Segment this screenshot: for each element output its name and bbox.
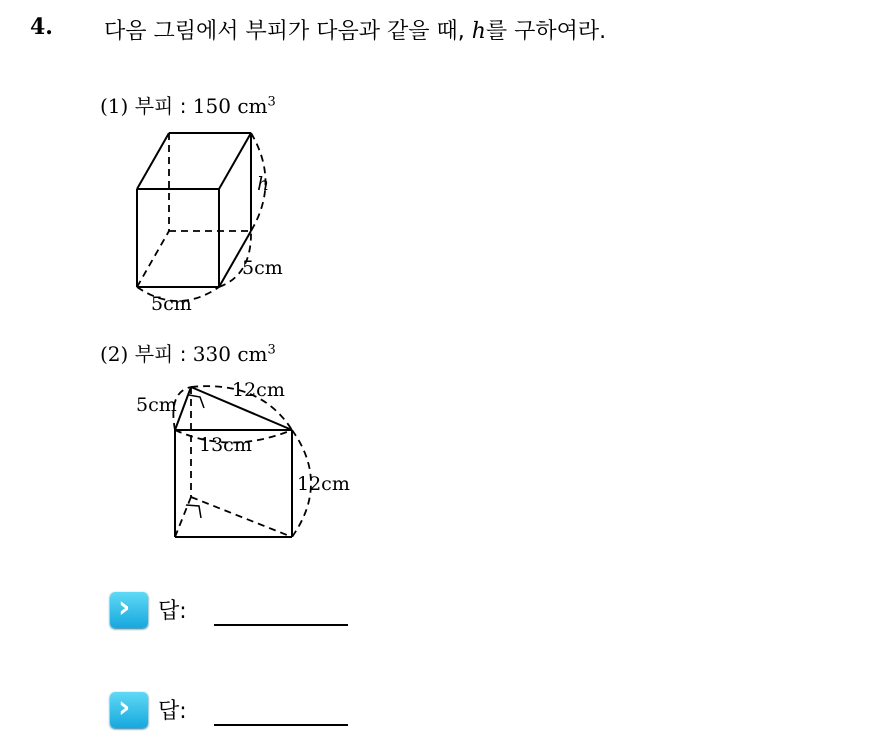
figure-2-long-edge-label: 12cm (232, 379, 285, 401)
answer-label-2: 답: (158, 699, 187, 724)
part-1-prefix: 부피 : (134, 94, 193, 118)
figure-1-width-label: 5cm (151, 293, 192, 315)
figure-1-height-label: h (257, 173, 270, 195)
figure-1-depth-label: 5cm (242, 257, 283, 279)
figure-2-short-edge-label: 5cm (136, 394, 177, 416)
part-2-prefix: 부피 : (134, 342, 193, 366)
chevron-right-icon: › (110, 592, 148, 628)
question-number: 4. (30, 14, 53, 40)
part-2-volume: 330 cm (192, 342, 268, 366)
answer-blank-1[interactable] (214, 624, 348, 626)
chevron-right-icon: › (110, 692, 148, 728)
answer-label-1: 답: (158, 599, 187, 624)
part-1-volume: 150 cm (192, 94, 268, 118)
question-text-after: 를 구하여라. (485, 19, 607, 44)
question-variable: h (471, 19, 486, 44)
part-1-exponent: 3 (267, 94, 276, 110)
figure-2-height-label: 12cm (297, 473, 350, 495)
question-text-before: 다음 그림에서 부피가 다음과 같을 때, (104, 19, 472, 44)
part-1-label: (1) (100, 94, 129, 118)
figure-2-hypotenuse-label: 13cm (199, 434, 252, 456)
answer-blank-2[interactable] (214, 724, 348, 726)
part-2-label: (2) (100, 342, 129, 366)
part-2-exponent: 3 (267, 342, 276, 358)
